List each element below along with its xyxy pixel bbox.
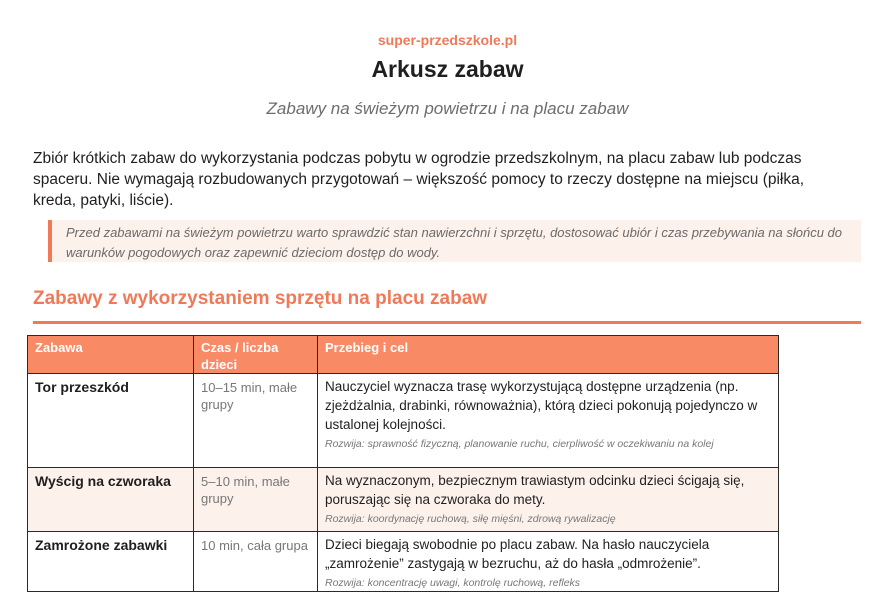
game-develops: Rozwija: sprawność fizyczną, planowanie ruchu, cierpliwość w oczekiwaniu na kolej <box>325 438 714 450</box>
table-row <box>28 374 779 468</box>
game-name: Wyścig na czworaka <box>28 468 194 532</box>
game-description-cell <box>318 468 779 532</box>
header-description: Przebieg i cel <box>318 336 779 374</box>
table-header-row <box>28 336 779 374</box>
page-title: Arkusz zabaw <box>371 56 524 82</box>
safety-note-text: Przed zabawami na świeżym powietrzu warto sprawdzić stan nawierzchni i sprzętu, dostosować ubiór i czas przebywania na słońcu do warunków pogodowych oraz zapewnić dzieciom dostęp do wody. <box>66 225 843 260</box>
game-name: Tor przeszkód <box>28 374 194 468</box>
game-time: 5–10 min, małe grupy <box>194 468 318 532</box>
game-description: Dzieci biegają swobodnie po placu zabaw. Na hasło nauczyciela „zamrożenie” zastygają w bezruchu, aż do hasła „odmrożenie”. <box>325 537 710 571</box>
header-time: Czas / liczba dzieci <box>194 336 318 374</box>
game-name: Zamrożone zabawki <box>28 532 194 592</box>
game-description: Na wyznaczonym, bezpiecznym trawiastym odcinku dzieci ścigają się, poruszając się na czworaka do mety. <box>325 473 745 507</box>
section-heading: Zabawy z wykorzystaniem sprzętu na placu zabaw <box>33 288 861 324</box>
game-description-cell <box>318 532 779 592</box>
intro-paragraph: Zbiór krótkich zabaw do wykorzystania podczas pobytu w ogrodzie przedszkolnym, na placu zabaw lub podczas spaceru. Nie wymagają rozbudowanych przygotowań – większość pomocy to rzeczy dostępne na miejscu (piłka, kreda, patyki, liście). <box>33 150 805 209</box>
game-time: 10–15 min, małe grupy <box>194 374 318 468</box>
table-row <box>28 532 779 592</box>
header-game: Zabawa <box>28 336 194 374</box>
games-table <box>27 335 779 592</box>
game-time: 10 min, cała grupa <box>194 532 318 592</box>
site-name: super-przedszkole.pl <box>377 32 518 48</box>
game-description-cell <box>318 374 779 468</box>
game-develops: Rozwija: koordynację ruchową, siłę mięśni, zdrową rywalizację <box>325 513 616 525</box>
game-develops: Rozwija: koncentrację uwagi, kontrolę ruchową, refleks <box>325 577 581 589</box>
game-description: Nauczyciel wyznacza trasę wykorzystującą dostępne urządzenia (np. zjeżdżalnia, drabinki, równoważnia), którą dzieci pokonują pojedynczo w ustalonej kolejności. <box>325 379 758 432</box>
table-row <box>28 468 779 532</box>
page-subtitle: Zabawy na świeżym powietrzu i na placu zabaw <box>266 99 629 118</box>
safety-note <box>48 220 861 262</box>
